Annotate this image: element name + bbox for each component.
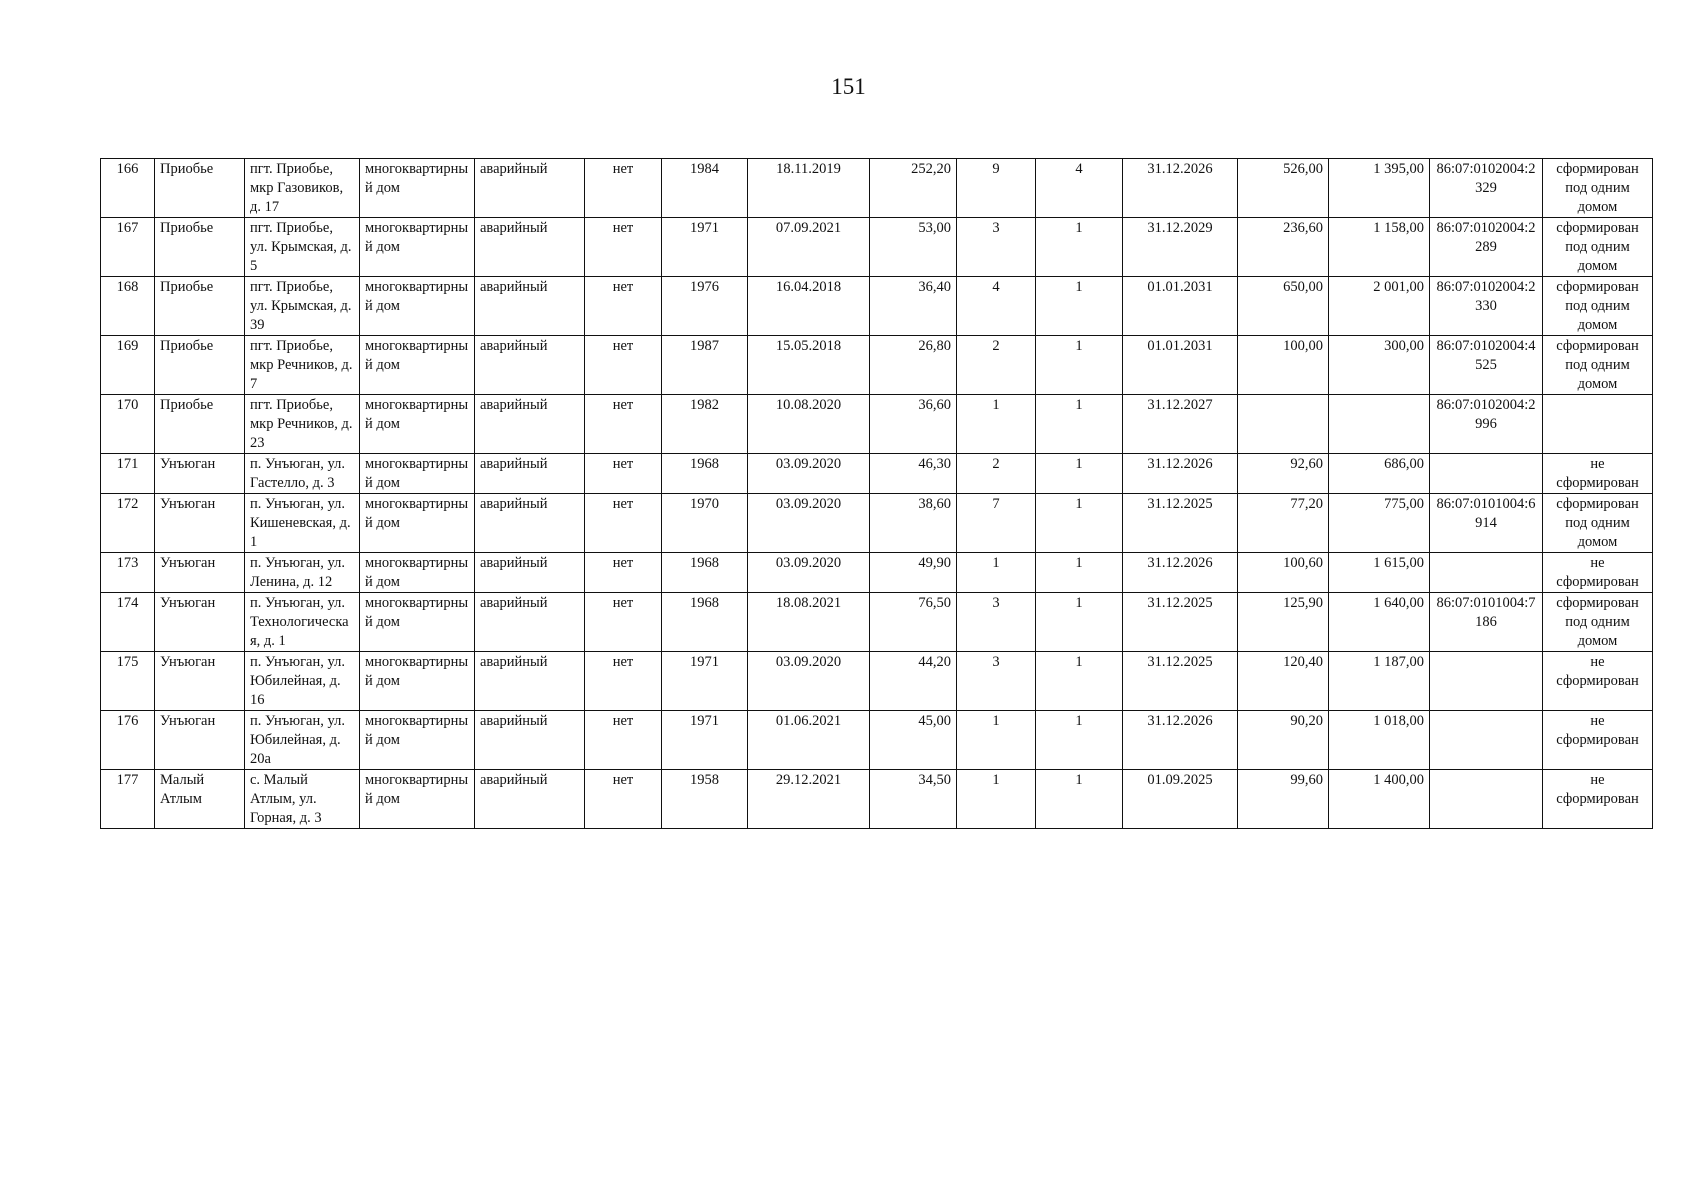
count-cell: 1	[1036, 395, 1123, 454]
cadastral-number-cell: 86:07:0101004:6914	[1430, 494, 1543, 553]
build-year-cell: 1970	[662, 494, 748, 553]
area-cell: 1 615,00	[1329, 553, 1430, 593]
condition-cell: аварийный	[475, 553, 585, 593]
condition-cell: аварийный	[475, 277, 585, 336]
row-number-cell: 176	[101, 711, 155, 770]
recognition-date-cell: 03.09.2020	[748, 494, 870, 553]
table-row	[101, 711, 1653, 770]
row-number-cell: 166	[101, 159, 155, 218]
area-cell: 45,00	[870, 711, 957, 770]
area-cell: 49,90	[870, 553, 957, 593]
deadline-date-cell: 31.12.2027	[1123, 395, 1238, 454]
area-cell: 650,00	[1238, 277, 1329, 336]
plot-status-cell: не сформирован	[1543, 770, 1653, 829]
count-cell: 1	[1036, 277, 1123, 336]
deadline-date-cell: 31.12.2026	[1123, 454, 1238, 494]
count-cell: 7	[957, 494, 1036, 553]
condition-cell: аварийный	[475, 652, 585, 711]
table-row	[101, 159, 1653, 218]
address-cell: п. Унъюган, ул. Юбилейная, д. 16	[245, 652, 360, 711]
building-type-cell: многоквартирный дом	[360, 277, 475, 336]
count-cell: 3	[957, 652, 1036, 711]
plot-status-cell: не сформирован	[1543, 553, 1653, 593]
cadastral-number-cell: 86:07:0102004:2329	[1430, 159, 1543, 218]
flag-cell: нет	[585, 553, 662, 593]
table-row	[101, 454, 1653, 494]
table-row	[101, 336, 1653, 395]
condition-cell: аварийный	[475, 395, 585, 454]
area-cell: 100,60	[1238, 553, 1329, 593]
area-cell: 46,30	[870, 454, 957, 494]
building-type-cell: многоквартирный дом	[360, 770, 475, 829]
cadastral-number-cell: 86:07:0102004:4525	[1430, 336, 1543, 395]
flag-cell: нет	[585, 652, 662, 711]
deadline-date-cell: 31.12.2026	[1123, 553, 1238, 593]
settlement-cell: Унъюган	[155, 454, 245, 494]
count-cell: 2	[957, 454, 1036, 494]
area-cell: 1 018,00	[1329, 711, 1430, 770]
settlement-cell: Приобье	[155, 336, 245, 395]
area-cell: 90,20	[1238, 711, 1329, 770]
count-cell: 1	[957, 553, 1036, 593]
settlement-cell: Малый Атлым	[155, 770, 245, 829]
address-cell: п. Унъюган, ул. Ленина, д. 12	[245, 553, 360, 593]
build-year-cell: 1982	[662, 395, 748, 454]
build-year-cell: 1958	[662, 770, 748, 829]
count-cell: 1	[1036, 770, 1123, 829]
address-cell: пгт. Приобье, мкр Речников, д. 7	[245, 336, 360, 395]
count-cell: 1	[1036, 553, 1123, 593]
recognition-date-cell: 03.09.2020	[748, 553, 870, 593]
building-type-cell: многоквартирный дом	[360, 395, 475, 454]
area-cell: 92,60	[1238, 454, 1329, 494]
row-number-cell: 175	[101, 652, 155, 711]
build-year-cell: 1971	[662, 711, 748, 770]
condition-cell: аварийный	[475, 218, 585, 277]
settlement-cell: Унъюган	[155, 553, 245, 593]
deadline-date-cell: 01.01.2031	[1123, 277, 1238, 336]
flag-cell: нет	[585, 159, 662, 218]
housing-registry-table	[100, 158, 1653, 829]
area-cell: 53,00	[870, 218, 957, 277]
recognition-date-cell: 15.05.2018	[748, 336, 870, 395]
building-type-cell: многоквартирный дом	[360, 553, 475, 593]
count-cell: 1	[957, 770, 1036, 829]
build-year-cell: 1968	[662, 593, 748, 652]
area-cell: 1 395,00	[1329, 159, 1430, 218]
count-cell: 4	[957, 277, 1036, 336]
row-number-cell: 171	[101, 454, 155, 494]
address-cell: п. Унъюган, ул. Юбилейная, д. 20а	[245, 711, 360, 770]
count-cell: 9	[957, 159, 1036, 218]
building-type-cell: многоквартирный дом	[360, 494, 475, 553]
deadline-date-cell: 31.12.2025	[1123, 593, 1238, 652]
deadline-date-cell: 01.01.2031	[1123, 336, 1238, 395]
condition-cell: аварийный	[475, 454, 585, 494]
cadastral-number-cell	[1430, 770, 1543, 829]
plot-status-cell: сформирован под одним домом	[1543, 593, 1653, 652]
row-number-cell: 170	[101, 395, 155, 454]
settlement-cell: Приобье	[155, 395, 245, 454]
plot-status-cell: не сформирован	[1543, 652, 1653, 711]
count-cell: 1	[1036, 454, 1123, 494]
recognition-date-cell: 29.12.2021	[748, 770, 870, 829]
count-cell: 1	[957, 395, 1036, 454]
area-cell: 44,20	[870, 652, 957, 711]
building-type-cell: многоквартирный дом	[360, 652, 475, 711]
row-number-cell: 177	[101, 770, 155, 829]
row-number-cell: 172	[101, 494, 155, 553]
table-row	[101, 553, 1653, 593]
area-cell: 99,60	[1238, 770, 1329, 829]
address-cell: п. Унъюган, ул. Кишеневская, д. 1	[245, 494, 360, 553]
count-cell: 3	[957, 218, 1036, 277]
address-cell: пгт. Приобье, ул. Крымская, д. 5	[245, 218, 360, 277]
flag-cell: нет	[585, 770, 662, 829]
plot-status-cell: сформирован под одним домом	[1543, 159, 1653, 218]
cadastral-number-cell	[1430, 652, 1543, 711]
condition-cell: аварийный	[475, 159, 585, 218]
flag-cell: нет	[585, 494, 662, 553]
area-cell	[1329, 395, 1430, 454]
building-type-cell: многоквартирный дом	[360, 218, 475, 277]
area-cell: 1 400,00	[1329, 770, 1430, 829]
address-cell: пгт. Приобье, мкр Речников, д. 23	[245, 395, 360, 454]
building-type-cell: многоквартирный дом	[360, 336, 475, 395]
building-type-cell: многоквартирный дом	[360, 454, 475, 494]
area-cell: 775,00	[1329, 494, 1430, 553]
recognition-date-cell: 03.09.2020	[748, 652, 870, 711]
area-cell: 236,60	[1238, 218, 1329, 277]
flag-cell: нет	[585, 593, 662, 652]
condition-cell: аварийный	[475, 711, 585, 770]
recognition-date-cell: 03.09.2020	[748, 454, 870, 494]
cadastral-number-cell: 86:07:0101004:7186	[1430, 593, 1543, 652]
flag-cell: нет	[585, 336, 662, 395]
area-cell: 686,00	[1329, 454, 1430, 494]
count-cell: 1	[1036, 218, 1123, 277]
recognition-date-cell: 16.04.2018	[748, 277, 870, 336]
page-number: 151	[831, 74, 866, 99]
table-row	[101, 494, 1653, 553]
build-year-cell: 1984	[662, 159, 748, 218]
recognition-date-cell: 01.06.2021	[748, 711, 870, 770]
settlement-cell: Приобье	[155, 277, 245, 336]
build-year-cell: 1971	[662, 652, 748, 711]
address-cell: с. Малый Атлым, ул. Горная, д. 3	[245, 770, 360, 829]
area-cell: 36,60	[870, 395, 957, 454]
area-cell: 26,80	[870, 336, 957, 395]
count-cell: 4	[1036, 159, 1123, 218]
table-row	[101, 770, 1653, 829]
area-cell: 1 640,00	[1329, 593, 1430, 652]
area-cell: 300,00	[1329, 336, 1430, 395]
address-cell: п. Унъюган, ул. Гастелло, д. 3	[245, 454, 360, 494]
condition-cell: аварийный	[475, 336, 585, 395]
area-cell: 1 187,00	[1329, 652, 1430, 711]
recognition-date-cell: 07.09.2021	[748, 218, 870, 277]
condition-cell: аварийный	[475, 494, 585, 553]
area-cell: 2 001,00	[1329, 277, 1430, 336]
flag-cell: нет	[585, 454, 662, 494]
build-year-cell: 1971	[662, 218, 748, 277]
cadastral-number-cell: 86:07:0102004:2996	[1430, 395, 1543, 454]
cadastral-number-cell	[1430, 711, 1543, 770]
area-cell: 76,50	[870, 593, 957, 652]
settlement-cell: Приобье	[155, 218, 245, 277]
flag-cell: нет	[585, 277, 662, 336]
table-row	[101, 395, 1653, 454]
build-year-cell: 1976	[662, 277, 748, 336]
count-cell: 1	[1036, 711, 1123, 770]
address-cell: пгт. Приобье, ул. Крымская, д. 39	[245, 277, 360, 336]
count-cell: 1	[957, 711, 1036, 770]
address-cell: п. Унъюган, ул. Технологическая, д. 1	[245, 593, 360, 652]
count-cell: 1	[1036, 336, 1123, 395]
flag-cell: нет	[585, 395, 662, 454]
area-cell: 526,00	[1238, 159, 1329, 218]
row-number-cell: 173	[101, 553, 155, 593]
count-cell: 2	[957, 336, 1036, 395]
flag-cell: нет	[585, 218, 662, 277]
deadline-date-cell: 01.09.2025	[1123, 770, 1238, 829]
table-row	[101, 218, 1653, 277]
build-year-cell: 1968	[662, 454, 748, 494]
recognition-date-cell: 18.11.2019	[748, 159, 870, 218]
deadline-date-cell: 31.12.2025	[1123, 652, 1238, 711]
settlement-cell: Унъюган	[155, 593, 245, 652]
plot-status-cell	[1543, 395, 1653, 454]
cadastral-number-cell: 86:07:0102004:2330	[1430, 277, 1543, 336]
cadastral-number-cell	[1430, 553, 1543, 593]
area-cell: 120,40	[1238, 652, 1329, 711]
area-cell: 36,40	[870, 277, 957, 336]
table-row	[101, 277, 1653, 336]
settlement-cell: Унъюган	[155, 494, 245, 553]
row-number-cell: 169	[101, 336, 155, 395]
area-cell: 34,50	[870, 770, 957, 829]
building-type-cell: многоквартирный дом	[360, 593, 475, 652]
table-row	[101, 593, 1653, 652]
row-number-cell: 174	[101, 593, 155, 652]
count-cell: 1	[1036, 494, 1123, 553]
recognition-date-cell: 10.08.2020	[748, 395, 870, 454]
settlement-cell: Унъюган	[155, 652, 245, 711]
plot-status-cell: не сформирован	[1543, 454, 1653, 494]
plot-status-cell: не сформирован	[1543, 711, 1653, 770]
deadline-date-cell: 31.12.2029	[1123, 218, 1238, 277]
deadline-date-cell: 31.12.2026	[1123, 711, 1238, 770]
deadline-date-cell: 31.12.2025	[1123, 494, 1238, 553]
area-cell: 125,90	[1238, 593, 1329, 652]
area-cell: 252,20	[870, 159, 957, 218]
count-cell: 1	[1036, 652, 1123, 711]
condition-cell: аварийный	[475, 593, 585, 652]
build-year-cell: 1987	[662, 336, 748, 395]
deadline-date-cell: 31.12.2026	[1123, 159, 1238, 218]
table-row	[101, 652, 1653, 711]
condition-cell: аварийный	[475, 770, 585, 829]
area-cell	[1238, 395, 1329, 454]
area-cell: 100,00	[1238, 336, 1329, 395]
building-type-cell: многоквартирный дом	[360, 159, 475, 218]
row-number-cell: 167	[101, 218, 155, 277]
plot-status-cell: сформирован под одним домом	[1543, 336, 1653, 395]
cadastral-number-cell: 86:07:0102004:2289	[1430, 218, 1543, 277]
table-body	[101, 159, 1653, 829]
recognition-date-cell: 18.08.2021	[748, 593, 870, 652]
flag-cell: нет	[585, 711, 662, 770]
build-year-cell: 1968	[662, 553, 748, 593]
plot-status-cell: сформирован под одним домом	[1543, 494, 1653, 553]
cadastral-number-cell	[1430, 454, 1543, 494]
area-cell: 1 158,00	[1329, 218, 1430, 277]
area-cell: 77,20	[1238, 494, 1329, 553]
count-cell: 3	[957, 593, 1036, 652]
building-type-cell: многоквартирный дом	[360, 711, 475, 770]
address-cell: пгт. Приобье, мкр Газовиков, д. 17	[245, 159, 360, 218]
settlement-cell: Приобье	[155, 159, 245, 218]
plot-status-cell: сформирован под одним домом	[1543, 218, 1653, 277]
plot-status-cell: сформирован под одним домом	[1543, 277, 1653, 336]
row-number-cell: 168	[101, 277, 155, 336]
area-cell: 38,60	[870, 494, 957, 553]
settlement-cell: Унъюган	[155, 711, 245, 770]
count-cell: 1	[1036, 593, 1123, 652]
